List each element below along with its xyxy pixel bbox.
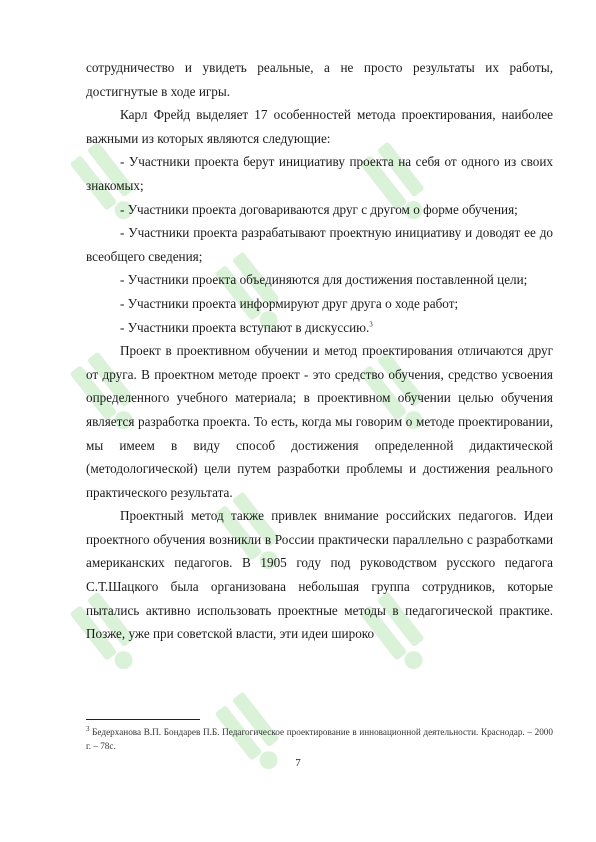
paragraph: [86, 198, 553, 222]
paragraph: [86, 268, 553, 292]
paragraph-text: Проект в проективном обучении и метод проектирования отличаются друг от друга. В проектном методе проект - это средство обучения, средство усвоения определенного учебного материала; в проективном обучении целью обучения является разработка проекта. То есть, когда мы говорим о методе проектировании, мы имеем в виду способ достижения определенной дидактической (методологической) цели путем разработки проблемы и достижения реального практического результата.: [86, 343, 553, 500]
paragraph-text: Карл Фрейд выделяет 17 особенностей метода проектирования, наиболее важными из которых являются следующие:: [86, 107, 553, 146]
paragraph-text: - Участники проекта объединяются для достижения поставленной цели;: [120, 272, 528, 288]
footnote-number: 3: [86, 724, 90, 733]
paragraph: [86, 316, 553, 340]
paragraph-text: - Участники проекта информируют друг друга о ходе работ;: [120, 295, 459, 311]
paragraph: [86, 221, 553, 268]
footnote: [86, 725, 553, 753]
body-text: [86, 56, 553, 646]
footnote-separator: [86, 719, 200, 720]
paragraph-text: - Участники проекта вступают в дискуссию.: [120, 319, 370, 335]
paragraph-text: сотрудничество и увидеть реальные, а не просто результаты их работы, достигнутые в ходе игры.: [86, 60, 553, 99]
paragraph: [86, 103, 553, 150]
paragraph-text: Проектный метод также привлек внимание российских педагогов. Идеи проектного обучения возникли в России практически параллельно с разработками американских педагогов. В 1905 году под руководством русского педагога С.Т.Шацкого была организована небольшая группа сотрудников, которые пытались активно использовать проектные методы в педагогической практике. Позже, уже при советской власти, эти идеи широко: [86, 508, 553, 642]
footnote-reference: 3: [369, 320, 373, 329]
paragraph: [86, 150, 553, 197]
paragraph-text: - Участники проекта разрабатывают проектную инициативу и доводят ее до всеобщего сведения;: [86, 225, 553, 264]
paragraph-text: - Участники проекта договариваются друг с другом о форме обучения;: [120, 201, 518, 217]
paragraph-text: - Участники проекта берут инициативу проекта на себя от одного из своих знакомых;: [86, 154, 553, 193]
paragraph: [86, 56, 553, 103]
paragraph: [86, 504, 553, 646]
paragraph: [86, 292, 553, 316]
paragraph: [86, 339, 553, 504]
footnote-text: Бедерханова В.П. Бондарев П.Б. Педагогическое проектирование в инновационной деятельности. Краснодар. – 2000 г. – 78с.: [86, 727, 553, 751]
page-number: 7: [295, 757, 301, 769]
